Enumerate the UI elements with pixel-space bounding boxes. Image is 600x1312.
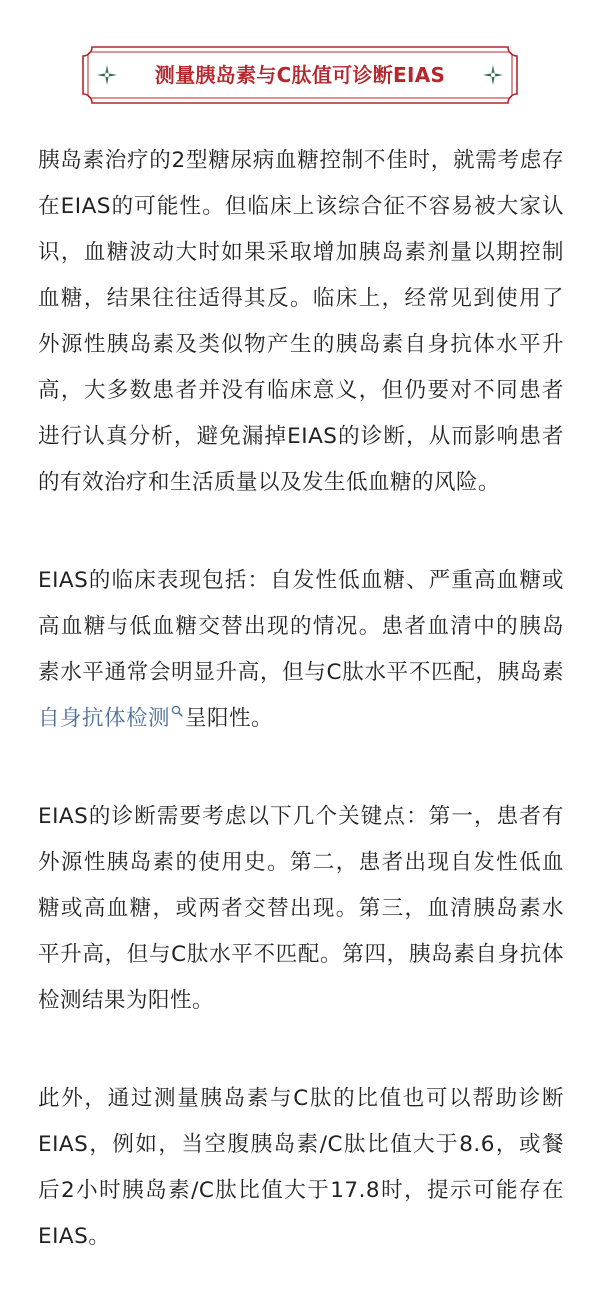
paragraph-4: 此外，通过测量胰岛素与C肽的比值也可以帮助诊断EIAS，例如，当空腹胰岛素/C肽比值大于8.6，或餐后2小时胰岛素/C肽比值大于17.8时，提示可能存在EIAS。 — [38, 1086, 564, 1249]
paragraph-2-text-after-link: 呈阳性。 — [185, 706, 274, 731]
sparkle-cross-icon — [482, 64, 504, 86]
paragraph-3: EIAS的诊断需要考虑以下几个关键点：第一，患者有外源性胰岛素的使用史。第二，患者出现自发性低血糖或高血糖，或两者交替出现。第三，血清胰岛素水平升高，但与C肽水平不匹配。第四，胰岛素自身抗体检测结果为阳性。 — [38, 804, 564, 1013]
paragraph-2-text-before-link: EIAS的临床表现包括：自发性低血糖、严重高血糖或高血糖与低血糖交替出现的情况。患者血清中的胰岛素水平通常会明显升高，但与C肽水平不匹配，胰岛素 — [38, 568, 564, 685]
article-body — [38, 138, 564, 1312]
section-header — [82, 46, 518, 104]
header-title: 测量胰岛素与C肽值可诊断EIAS — [154, 63, 446, 87]
paragraph-2 — [38, 558, 564, 742]
antibody-test-link[interactable]: 自身抗体检测 — [38, 706, 171, 731]
paragraph-1: 胰岛素治疗的2型糖尿病血糖控制不佳时，就需考虑存在EIAS的可能性。但临床上该综合征不容易被大家认识，血糖波动大时如果采取增加胰岛素剂量以期控制血糖，结果往往适得其反。临床上，经常见到使用了外源性胰岛素及类似物产生的胰岛素自身抗体水平升高，大多数患者并没有临床意义，但仍要对不同患者进行认真分析，避免漏掉EIAS的诊断，从而影响患者的有效治疗和生活质量以及发生低血糖的风险。 — [38, 148, 564, 495]
search-icon[interactable] — [171, 705, 183, 717]
